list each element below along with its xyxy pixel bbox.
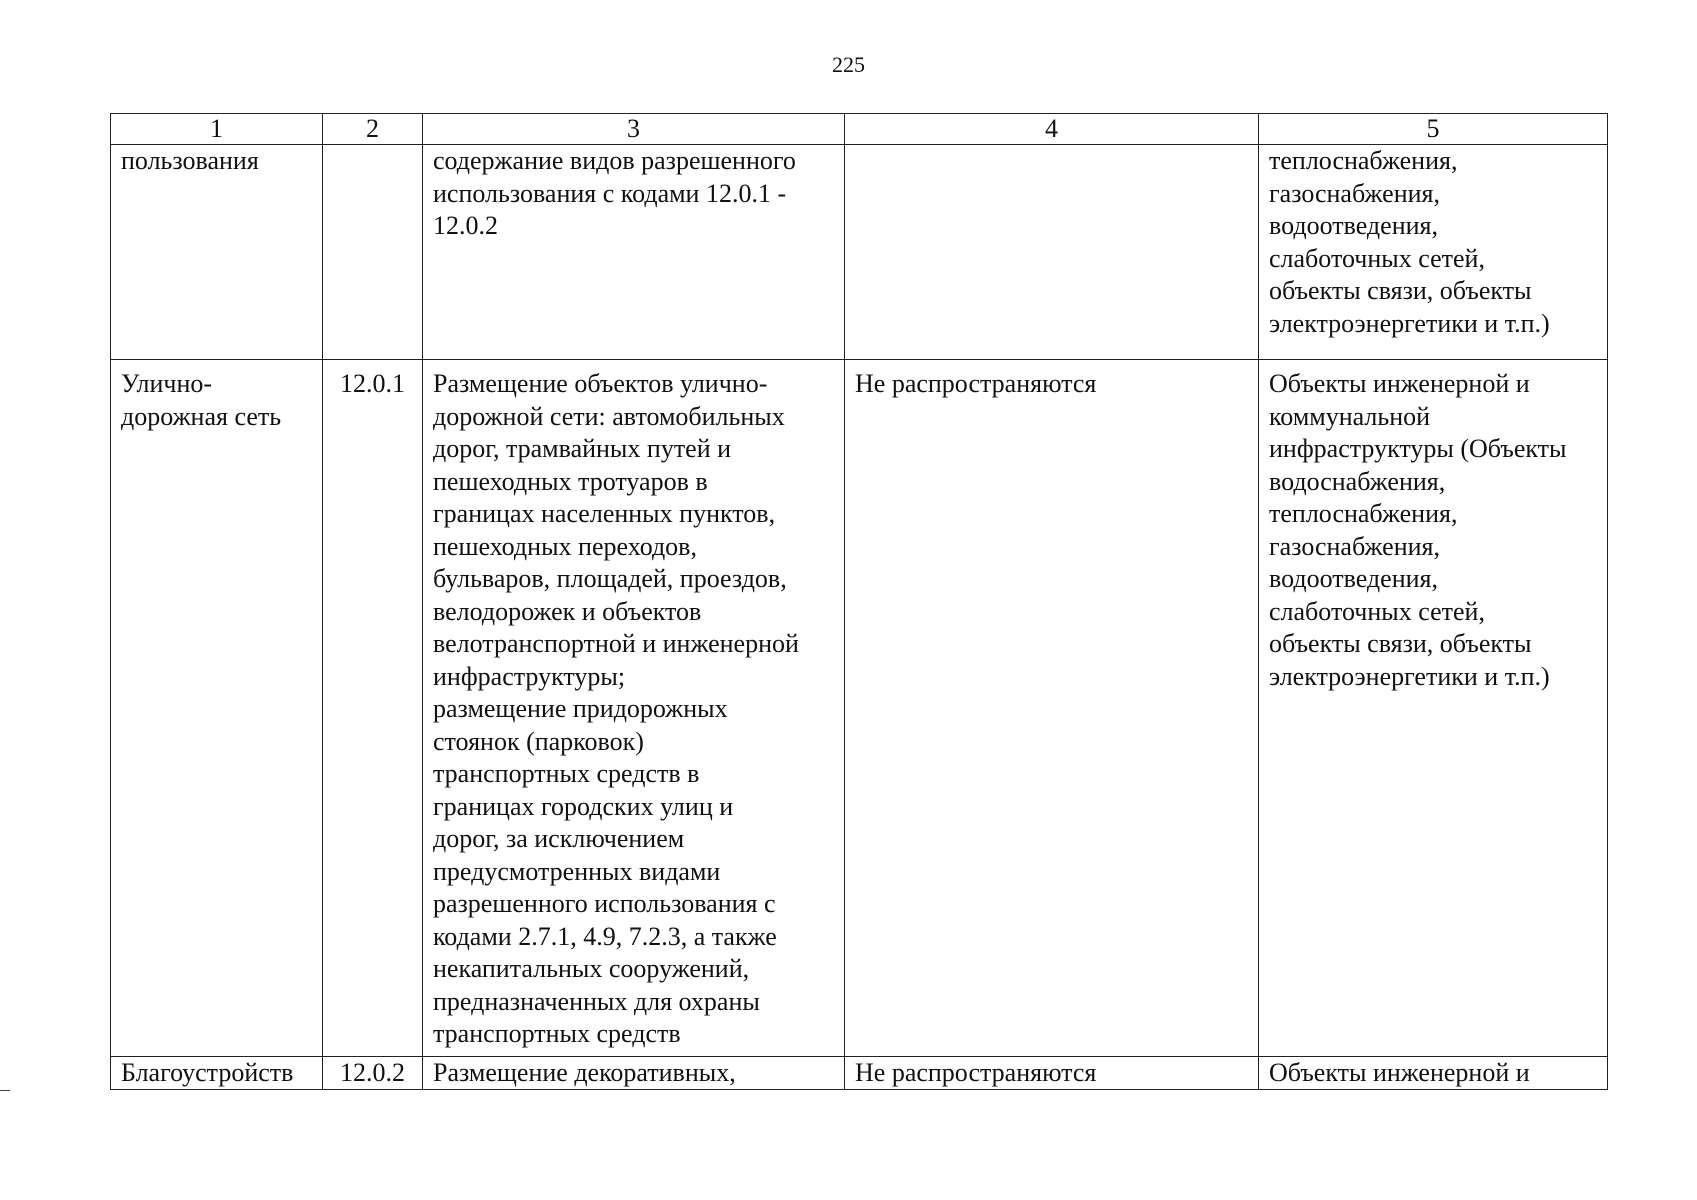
cell-text-line: газоснабжения, [1269,531,1440,561]
header-col-3: 3 [423,114,845,145]
cell-text-line: слаботочных сетей, [1269,596,1485,626]
cell-text-line: водоснабжения, [1269,466,1446,496]
cell-text-line: размещение придорожных [433,694,728,723]
cell-text-line: Размещение объектов улично- [433,369,768,398]
cell-text-line: велотранспортной и инженерной [433,629,799,658]
table-row [111,145,1608,360]
cell-use-name [111,145,323,360]
cell-text-line: пешеходных тротуаров в [433,466,708,496]
cell-text-line: Не распространяются [855,1058,1097,1087]
cell-use-code [323,1057,423,1090]
table-row [111,1057,1608,1090]
cell-restrictions [845,360,1259,1057]
cell-text-line: пользования [121,146,259,175]
cell-text-line: теплоснабжения, [1269,146,1458,175]
margin-mark [0,1090,10,1091]
cell-text-line: транспортных средств в [433,759,700,788]
cell-text-line: предназначенных для охраны [433,986,760,1016]
cell-text-line: водоотведения, [1269,211,1438,240]
cell-text-line: бульваров, площадей, проездов, [433,564,787,593]
cell-restrictions [845,1057,1259,1090]
cell-use-description [423,145,845,360]
cell-text-line: объекты связи, объекты [1269,629,1532,658]
land-use-table [110,113,1608,1090]
cell-text-line: разрешенного использования с [433,889,776,918]
cell-text-line: использования с кодами 12.0.1 - [433,178,787,208]
cell-use-description [423,360,845,1057]
cell-text-line: границах населенных пунктов, [433,499,776,528]
cell-text-line: транспортных средств [433,1019,681,1048]
cell-text-line: Объекты инженерной и [1269,1058,1530,1087]
cell-text-line: границах городских улиц и [433,791,734,821]
cell-use-description [423,1057,845,1090]
cell-text-line: слаботочных сетей, [1269,243,1485,273]
cell-auxiliary-objects [1259,360,1608,1057]
cell-text-line: инфраструктуры; [433,661,626,691]
cell-text-line: дорог, за исключением [433,824,685,853]
cell-use-name [111,360,323,1057]
cell-use-code [323,360,423,1057]
cell-text-line: инфраструктуры (Объекты [1269,434,1567,463]
cell-text-line: теплоснабжения, [1269,499,1458,528]
cell-text-line: Не распространяются [855,369,1097,398]
cell-text-line: некапитальных сооружений, [433,954,750,983]
cell-text-line: кодами 2.7.1, 4.9, 7.2.3, а также [433,921,777,951]
header-col-2: 2 [323,114,423,145]
cell-text-line: газоснабжения, [1269,178,1440,208]
cell-text-line: 12.0.1 [340,369,405,398]
cell-text-line: коммунальной [1269,401,1431,431]
cell-text-line: велодорожек и объектов [433,596,702,626]
header-col-4: 4 [845,114,1259,145]
cell-use-name [111,1057,323,1090]
cell-text-line: содержание видов разрешенного [433,146,796,175]
header-col-5: 5 [1259,114,1608,145]
cell-text-line: стоянок (парковок) [433,726,644,756]
cell-text-line: Благоустройств [121,1058,294,1087]
cell-text-line: 12.0.2 [433,211,498,240]
cell-text-line: пешеходных переходов, [433,531,697,561]
page-number: 225 [832,52,865,77]
cell-text-line: Размещение декоративных, [433,1058,736,1087]
cell-text-line: дорог, трамвайных путей и [433,434,732,463]
cell-auxiliary-objects [1259,145,1608,360]
cell-text-line: предусмотренных видами [433,856,721,886]
cell-text-line: электроэнергетики и т.п.) [1269,661,1550,691]
table-row [111,360,1608,1057]
cell-text-line: Улично- [121,369,213,398]
cell-text-line: 12.0.2 [340,1058,405,1087]
cell-text-line: дорожной сети: автомобильных [433,401,785,431]
cell-text-line: дорожная сеть [121,401,282,431]
cell-text-line: водоотведения, [1269,564,1438,593]
cell-restrictions [845,145,1259,360]
header-col-1: 1 [111,114,323,145]
cell-use-code [323,145,423,360]
header-row [111,114,1608,145]
cell-text-line: электроэнергетики и т.п.) [1269,308,1550,338]
cell-text-line: Объекты инженерной и [1269,369,1530,398]
cell-text-line: объекты связи, объекты [1269,276,1532,305]
cell-auxiliary-objects [1259,1057,1608,1090]
